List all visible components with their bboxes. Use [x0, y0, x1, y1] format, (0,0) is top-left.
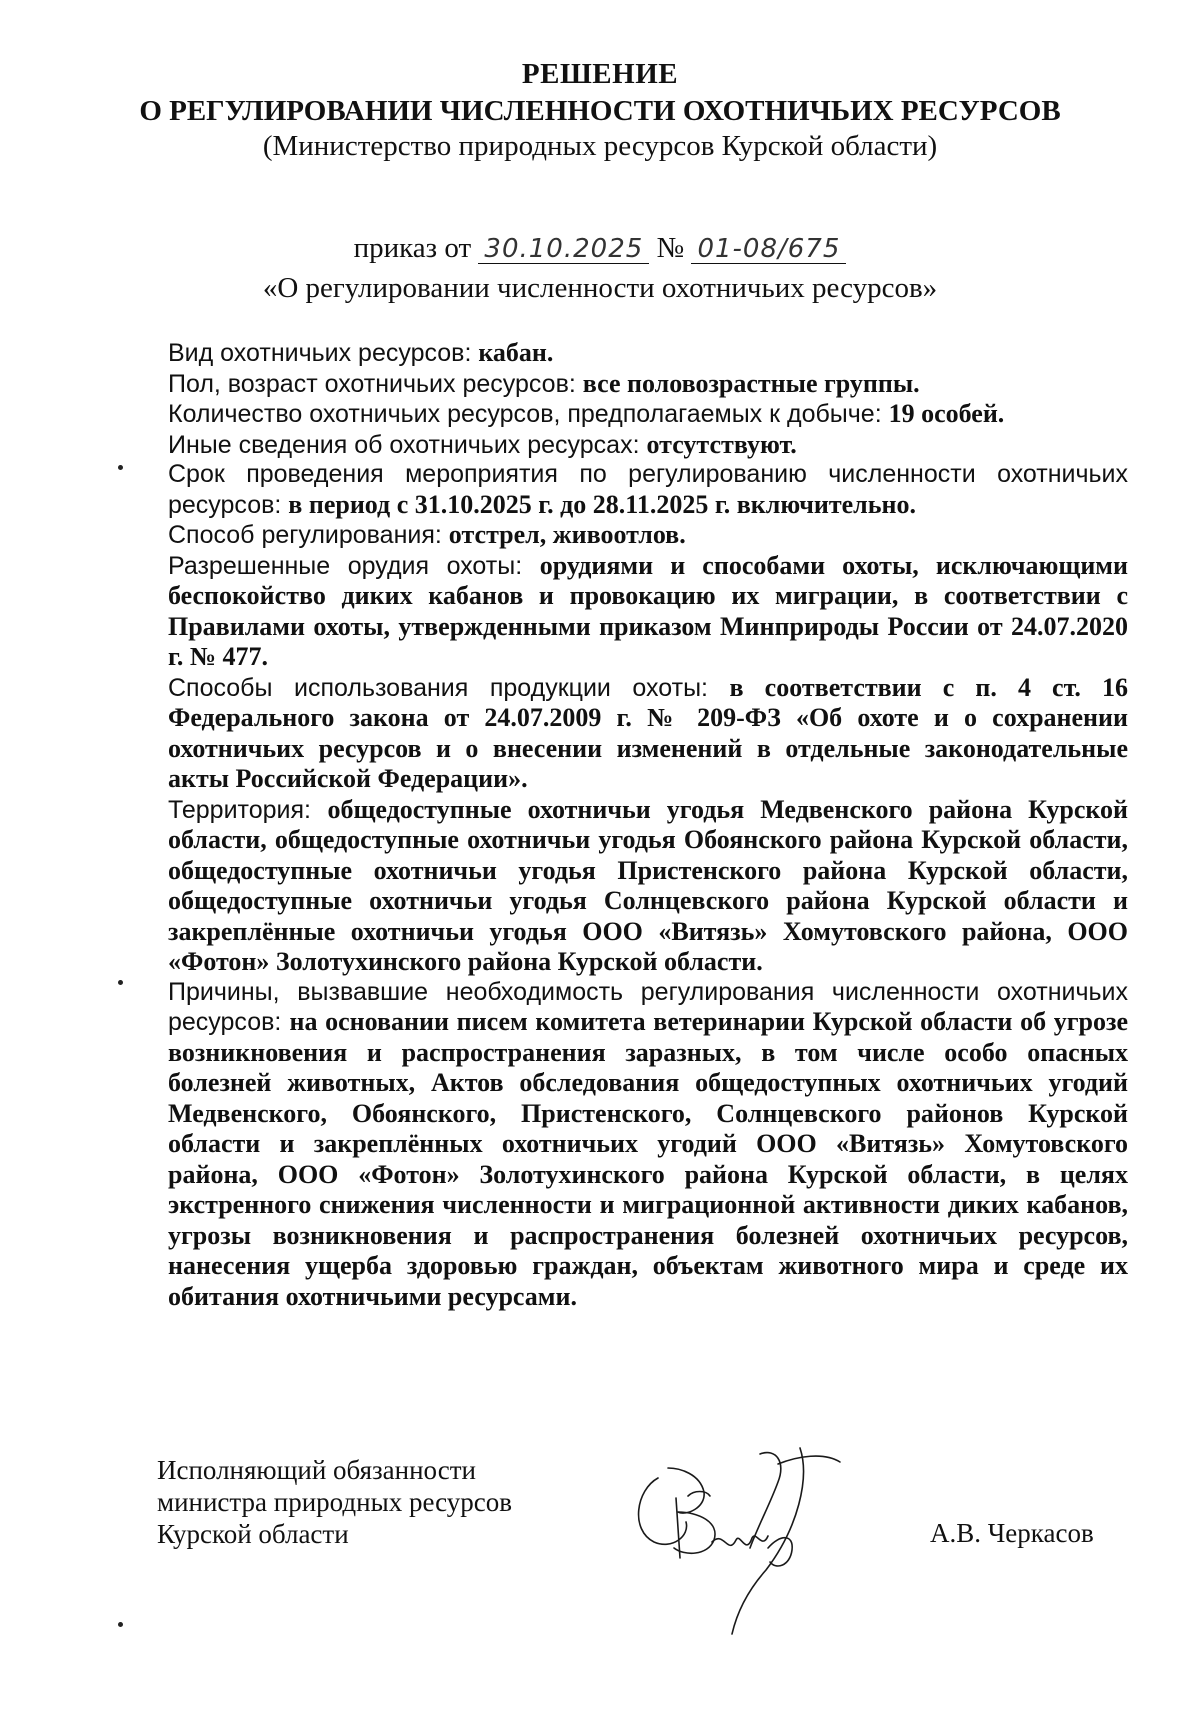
field-value: орудиями и способами охоты, исключающими беспокойство диких кабанов и провокацию их миграции, в соответствии с Правилами охоты, утвержденными приказом Минприроды России от 24.07.2020 г. № 477.: [168, 550, 1128, 671]
handwritten-signature: [628, 1438, 848, 1638]
order-subject: «О регулировании численности охотничьих ресурсов»: [262, 272, 938, 304]
field-label: Способы использования продукции охоты:: [168, 673, 730, 702]
scan-speck: [118, 465, 123, 470]
order-number-field: [691, 234, 846, 264]
field-sex-age: [168, 369, 1128, 400]
field-method: [168, 520, 1128, 551]
field-value: на основании писем комитета ветеринарии Курской области об угрозе возникновения и распространения заразных, в том числе особо опасных болезней животных, Актов обследования общедоступных охотничьих угодий Медвенского, Обоянского, Пристенского, Солнцевского районов Курской области и закреплённых охотничьих угодий ООО «Витязь» Хомутовского района, ООО «Фотон» Золотухинского района Курской области, в целях экстренного снижения численности и миграционной активности диких кабанов, угрозы возникновения и распространения болезней охотничьих ресурсов, нанесения ущерба здоровью граждан, объектам животного мира и среде их обитания охотничьими ресурсами.: [168, 1007, 1128, 1311]
signatory-role-line: министра природных ресурсов: [157, 1487, 512, 1517]
order-date: 30.10.2025: [484, 234, 644, 264]
field-label: Разрешенные орудия охоты:: [168, 551, 540, 580]
scan-speck: [118, 1622, 123, 1627]
field-value: отсутствуют.: [646, 429, 797, 459]
field-period: [168, 460, 1128, 520]
field-weapons: [168, 551, 1128, 673]
document-issuer: (Министерство природных ресурсов Курской области): [262, 130, 938, 162]
order-prefix: приказ от: [353, 232, 472, 264]
field-label: Иные сведения об охотничьих ресурсах:: [168, 430, 647, 459]
field-reasons: [168, 978, 1128, 1313]
order-number: 01-08/675: [697, 234, 841, 264]
signatory-role-line: Курской области: [157, 1519, 349, 1549]
field-resource-type: [168, 338, 1128, 369]
field-label: Территория:: [168, 795, 328, 824]
field-label: Пол, возраст охотничьих ресурсов:: [168, 369, 583, 398]
order-number-label: №: [656, 232, 685, 264]
field-value: общедоступные охотничьи угодья Медвенского района Курской области, общедоступные охотничьи угодья Обоянского района Курской области, общедоступные охотничьи угодья Пристенского района Курской области, общедоступные охотничьи угодья Солнцевского района Курской области и закреплённые охотничьи угодья ООО «Витязь» Хомутовского района, ООО «Фотон» Золотухинского района Курской области.: [168, 794, 1128, 976]
field-label: Срок проведения мероприятия по регулированию численности охотничьих ресурсов:: [168, 460, 1128, 519]
field-label: Причины, вызвавшие необходимость регулирования численности охотничьих ресурсов:: [168, 977, 1128, 1036]
field-label: Способ регулирования:: [168, 521, 449, 549]
signatory-role: [157, 1454, 512, 1550]
scan-speck: [118, 980, 123, 985]
field-label: Количество охотничьих ресурсов, предполагаемых к добыче:: [168, 400, 889, 428]
field-territory: [168, 795, 1128, 978]
signatory-role-line: Исполняющий обязанности: [157, 1455, 476, 1485]
decision-fields: [168, 338, 1128, 1312]
field-value: в соответствии с п. 4 ст. 16 Федерального закона от 24.07.2009 г. № 209-ФЗ «Об охоте и о сохранении охотничьих ресурсов и о внесении изменений в отдельные законодательные акты Российской Федерации».: [168, 672, 1128, 793]
document-subtitle: О РЕГУЛИРОВАНИИ ЧИСЛЕННОСТИ ОХОТНИЧЬИХ РЕСУРСОВ: [139, 95, 1061, 127]
order-line: [0, 232, 1200, 265]
document-title: РЕШЕНИЕ: [521, 58, 679, 90]
field-value: 19 особей.: [888, 399, 1005, 428]
order-date-field: [478, 234, 649, 264]
field-value: отстрел, живоотлов.: [448, 520, 686, 549]
field-other-info: [168, 430, 1128, 461]
field-value: все половозрастные группы.: [582, 368, 920, 398]
field-product-use: [168, 673, 1128, 795]
field-label: Вид охотничьих ресурсов:: [168, 339, 479, 367]
signatory-name: А.В. Черкасов: [930, 1518, 1094, 1548]
field-value: кабан.: [478, 338, 554, 367]
field-quantity: [168, 399, 1128, 430]
field-value: в период с 31.10.2025 г. до 28.11.2025 г. включительно.: [288, 489, 916, 519]
